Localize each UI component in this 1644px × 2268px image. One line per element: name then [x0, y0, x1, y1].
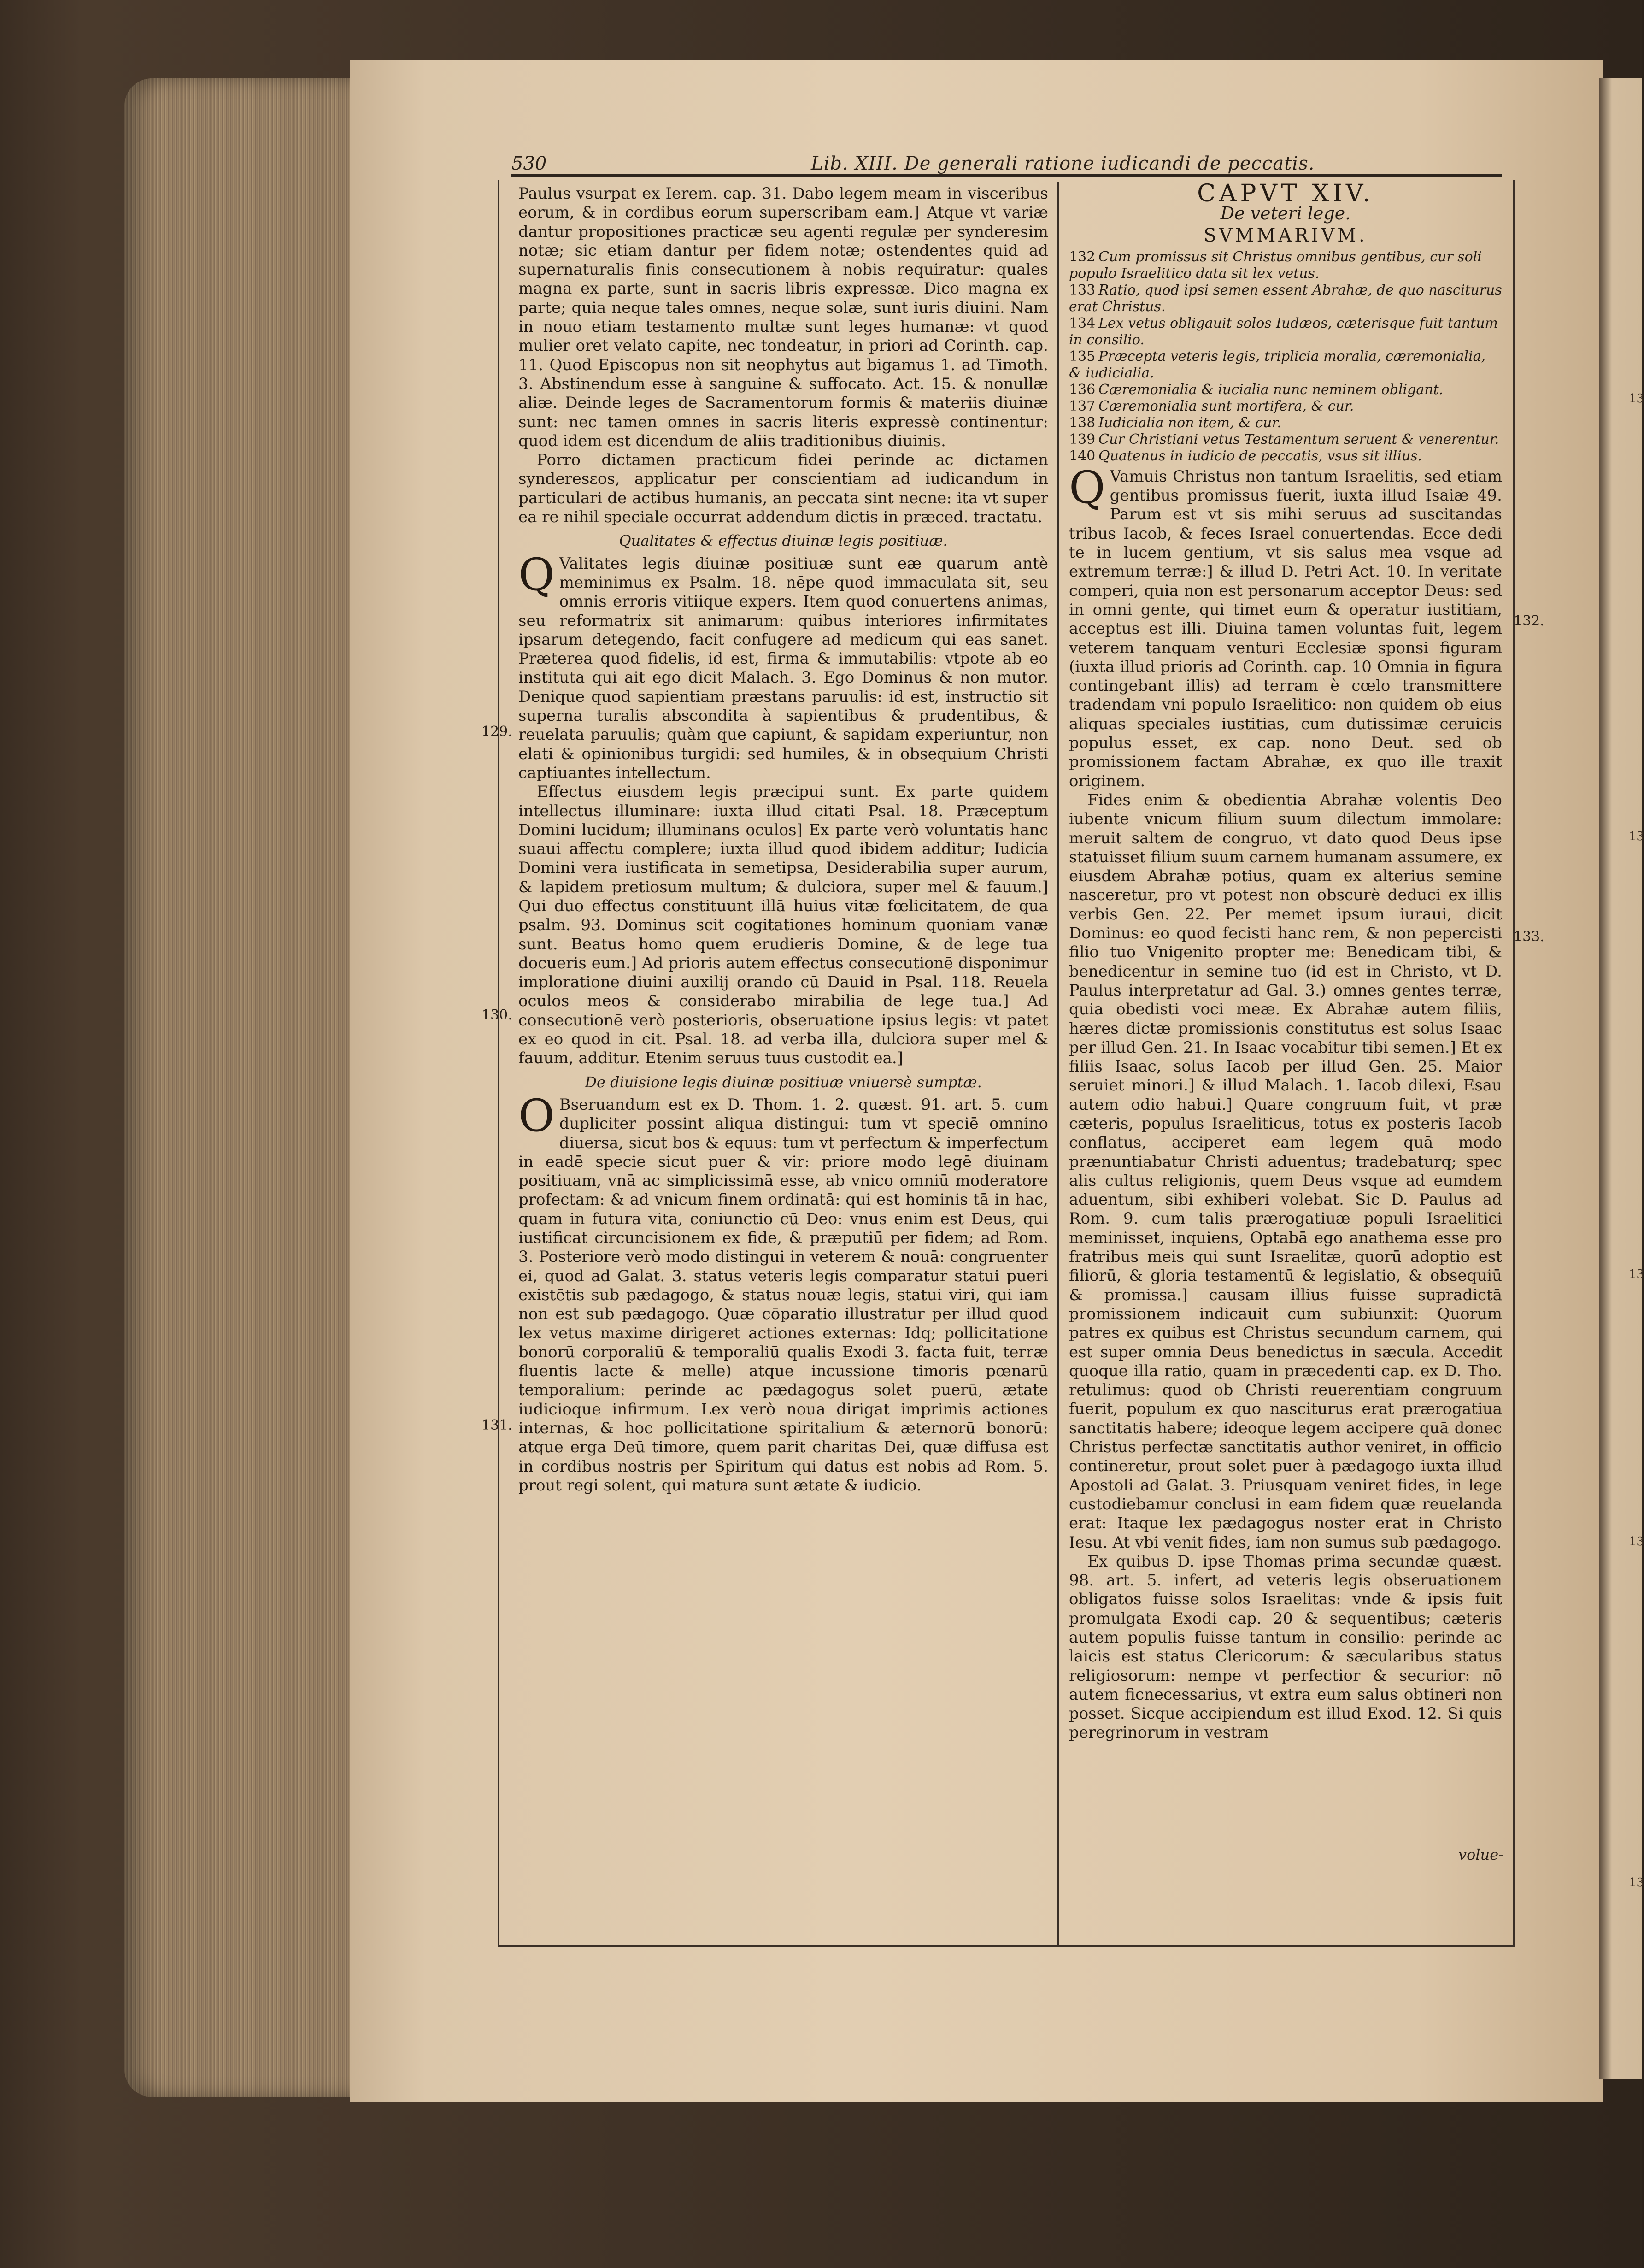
summary-item — [1069, 398, 1502, 415]
right-page-margin-number: 13 — [1629, 1876, 1644, 1890]
right-page-margin-number: 13 — [1629, 830, 1644, 843]
paragraph-text: Bseruandum est ex D. Thom. 1. 2. quæst. 91. art. 5. cum dupliciter possint aliqua distingui: tum vt speciē omnino diuersa, sicut bos & equus: tum vt perfectum & imperfectum in eadē specie sicut puer & vir: priore modo legē diuinam positiuam, vnā ac simplicissimā esse, ab vnico omniū moderatore profectam: & ad vnicum finem ordinatā: qui est hominis tā in hac, quam in futura vita, coniunctio cū Deo: vnus enim est Deus, qui iustificat circuncisionem ex fide, & præputiū per fidem; ad Rom. 3. Posteriore verò modo distingui in veterem & nouā: congruenter ei, quod ad Galat. 3. status veteris legis comparatur statui pueri existētis sub pædagogo, & status nouæ legis, statui viri, qui iam non est sub pædagogo. Quæ cōparatio illustratur per illud quod lex vetus maxime dirigeret actiones externas: Idq; pollicitatione bonorū corporaliū & temporaliū qualis Exodi 3. facta fuit, terræ fluentis lacte & melle) atque incussione timoris pœnarū temporalium: perinde ac pædagogus solet puerū, ætate iudicioque infirmum. Lex verò noua dirigat imprimis actiones internas, & hoc pollicitatione spiritalium & æternorū bonorū: atque erga Deū timore, quem parit charitas Dei, quæ diffusa est in cordibus nostris per Spiritum qui datus est nobis ad Rom. 5. prout regi solent, qui matura sunt ætate & iudicio. — [518, 1095, 1048, 1495]
summary-item — [1069, 448, 1502, 465]
summary-heading: SVMMARIVM. — [1204, 224, 1368, 246]
summary-item — [1069, 431, 1502, 448]
summary-text: Lex vetus obligauit solos Iudæos, cæterisque fuit tantum in consilio. — [1069, 315, 1498, 348]
summary-text: Præcepta veteris legis, triplicia moralia, cæremonialia, & iudicialia. — [1069, 348, 1486, 381]
right-page-edge — [1599, 78, 1642, 2079]
summary-item — [1069, 282, 1502, 315]
drop-cap: Q — [518, 548, 555, 601]
chapter-subtitle: De veteri lege. — [1220, 203, 1351, 224]
catchword: volue- — [1458, 1846, 1503, 1863]
margin-number: 133. — [1514, 929, 1544, 945]
summary-text: Cæremonialia sunt mortifera, & cur. — [1098, 398, 1354, 414]
paragraph: Fides enim & obedientia Abrahæ volentis Deo iubente vnicum filium suum dilectum immolare: meruit saltem de congruo, vt dato quod Deus ipse statuisset filium suum carnem humanam assumere, ex eiusdem Abrahæ potius, quam ex alterius semine nasceretur, pro vt potest non obscurè deduci ex illis verbis Gen. 22. Per memet ipsum iuraui, dicit Dominus: eo quod fecisti hanc rem, & non pepercisti filio tuo Vnigenito propter me: Benedicam tibi, & benedicentur in semine tuo (id est in Christo, vt D. Paulus interpretatur ad Gal. 3.) omnes gentes terræ, quia obedisti voci meæ. Ex Abrahæ autem filiis, hæres dictæ promissionis constitutus est solus Isaac per illud Gen. 21. In Isaac vocabitur tibi semen.] Et ex filiis Isaac, solus Iacob per illud Gen. 25. Maior seruiet minori.] & illud Malach. 1. Iacob dilexi, Esau autem odio habui.] Quare congruum fuit, vt præ cæteris, populus Israeliticus, totus ex posteris Iacob conflatus, acciperet eam legem quā modo prænuntiabatur Christi aduentus; tradebaturq; spec alis cultus religionis, quem Deus vsque ad eumdem aduentum, sibi exhiberi volebat. Sic D. Paulus ad Rom. 9. cum talis prærogatiuæ populi Israelitici meminisset, inquiens, Optabā ego anathema esse pro fratribus meis qui sunt Israelitæ, quorū adoptio est filiorū, & gloria testamentū & legislatio, & obsequiū & promissa.] causam illius fuisse supradictā promissionem indicauit cum subiunxit: Quorum patres ex quibus est Christus secundum carnem, qui est super omnia Deus benedictus in sæcula. Accedit quoque illa ratio, quam in præcedenti cap. ex D. Tho. retulimus: quod ob Christi reuerentiam congruum fuerit, populum ex quo nasciturus erat prærogatiua sanctitatis habere; ideoque legem accipere quā donec Christus perfectæ sanctitatis author veniret, in officio contineretur, prout solet puer à pædagogo iuxta illud Apostoli ad Galat. 3. Priusquam veniret fides, in lege custodiebamur conclusi in eam fidem quæ reuelanda erat: Itaque lex pædagogus noster erat in Christo Iesu. At vbi venit fides, iam non sumus sub pædagogo. — [1069, 790, 1502, 1552]
summary-text: Quatenus in iudicio de peccatis, vsus sit illius. — [1098, 448, 1422, 464]
right-page-margin-number: 13 — [1629, 1267, 1644, 1281]
section-heading: Qualitates & effectus diuinæ legis positiuæ. — [619, 532, 948, 550]
summary-text: Cum promissus sit Christus omnibus gentibus, cur soli populo Israelitico data sit lex vetus. — [1069, 248, 1482, 282]
summary-item — [1069, 348, 1502, 382]
running-header — [511, 153, 1502, 174]
margin-number: 130. — [481, 1007, 512, 1023]
summary-number: 134 — [1069, 315, 1096, 331]
paragraph — [518, 548, 1048, 783]
right-page-margin-number: 13 — [1629, 1535, 1644, 1549]
running-title: Lib. XIII. De generali ratione iudicandi de peccatis. — [811, 153, 1315, 174]
paragraph — [518, 1090, 1048, 1495]
summary-number: 132 — [1069, 248, 1096, 265]
section-heading: De diuisione legis diuinæ positiuæ vniuersè sumptæ. — [585, 1073, 982, 1091]
paragraph: Effectus eiusdem legis præcipui sunt. Ex parte quidem intellectus illuminare: iuxta illud citati Psal. 18. Præceptum Domini lucidum; illuminans oculos] Ex parte verò voluntatis hanc suaui affectu complere; iuxta illud quod ibidem additur; Iudicia Domini vera iustificata in semetipsa, Desiderabilia super aurum, & lapidem pretiosum multum; & dulciora, super mel & fauum.] Qui duo effectus constituunt illā huius vitæ fœlicitatem, de qua psalm. 93. Dominus scit cogitationes hominum quoniam vanæ sunt. Beatus homo quem erudieris Domine, & de lege tua docueris eum.] Ad prioris autem effectus consecutionē disponimur imploratione diuini auxilij orando cū Dauid in Psal. 118. Reuela oculos meos & considerabo mirabilia de lege tua.] Ad consecutionē verò posterioris, obseruatione ipsius legis: vt patet ex eo quod in cit. Psal. 18. ad verba illa, dulciora super mel & fauum, additur. Etenim seruus tuus custodit ea.] — [518, 783, 1048, 1068]
paragraph-text: Valitates legis diuinæ positiuæ sunt eæ quarum antè meminimus ex Psalm. 18. nēpe quod immaculata sit, seu omnis erroris vitiique expers. Item quod conuertens animas, seu reformatrix sit animarum: quibus interiores infirmitates ipsarum detegendo, facit confugere ad medicum qui eas sanet. Præterea quod fidelis, id est, firma & immutabilis: vtpote ab eo instituta qui ait ego dicit Malach. 3. Ego Dominus & non mutor. Denique quod sapientiam præstans paruulis: id est, instructio sit superna turalis abscondita à sapientibus & prudentibus, & reuelata paruulis; quàm que capiunt, & sapidam experiuntur, non elati & opinionibus turgidi: sed humiles, & in obsequium Christi captiuantes intellectum. — [518, 554, 1048, 782]
summary-number: 138 — [1069, 414, 1096, 431]
summary-list — [1069, 249, 1502, 465]
paragraph: Paulus vsurpat ex Ierem. cap. 31. Dabo legem meam in visceribus eorum, & in cordibus eorum superscribam eam.] Atque vt variæ dantur propositiones practicæ seu agenti regulæ per synderesim notæ; sic etiam dantur per fidem notæ; ostendentes quid ad supernaturalis finis consecutionem à nobis requiratur: quales magna ex parte, sunt in sacris libris expressæ. Dico magna ex parte; quia neque tales omnes, neque solæ, sunt iuris diuini. Nam in nouo etiam testamento multæ sunt leges humanæ: vt quod mulier oret velato capite, nec tondeatur, in priori ad Corinth. cap. 11. Quod Episcopus non sit neophytus aut bigamus 1. ad Timoth. 3. Abstinendum esse à sanguine & suffocato. Act. 15. & nonullæ aliæ. Deinde leges de Sacramentorum formis & materiis diuinæ sunt: nec tamen omnes in sacris literis expressè continentur: quod idem est dicendum de aliis traditionibus diuinis. — [518, 184, 1048, 450]
summary-item — [1069, 315, 1502, 348]
header-rule — [511, 174, 1502, 177]
paragraph: Ex quibus D. ipse Thomas prima secundæ quæst. 98. art. 5. infert, ad veteris legis obseruationem obligatos fuisse solos Israelitas: vnde & ipsis fuit promulgata Exodi cap. 20 & sequentibus; cæteris autem populis fuisse tantum in consilio: perinde ac laicis est status Clericorum: & sæcularibus status religiosorum: nempe vt perfectior & securior: nō autem ficnecessarius, vt extra eum salus obtineri non posset. Sicque accipiendum est illud Exod. 12. Si quis peregrinorum in vestram — [1069, 1552, 1502, 1742]
summary-text: Iudicialia non item, & cur. — [1098, 414, 1281, 431]
summary-text: Ratio, quod ipsi semen essent Abrahæ, de quo nasciturus erat Christus. — [1069, 282, 1502, 315]
summary-text: Cæremonialia & iucialia nunc neminem obligant. — [1098, 381, 1444, 398]
paragraph: Porro dictamen practicum fidei perinde ac dictamen synderesεos, applicatur per conscientiam ad iudicandum in particulari de actibus humanis, an peccata sint necne: ita vt super ea re nihil speciale occurrat addendum dictis in præced. tractatu. — [518, 451, 1048, 527]
summary-item — [1069, 249, 1502, 282]
margin-number: 131. — [481, 1417, 512, 1433]
page-number: 530 — [511, 153, 547, 174]
paragraph — [1069, 461, 1502, 791]
right-page-margin-number: 13 — [1629, 392, 1644, 406]
summary-item — [1069, 382, 1502, 398]
summary-text: Cur Christiani vetus Testamentum seruent & venerentur. — [1098, 431, 1499, 448]
summary-number: 136 — [1069, 381, 1096, 398]
column-divider — [1057, 182, 1059, 1945]
book-page-edges — [124, 78, 364, 2097]
margin-number: 132. — [1514, 613, 1544, 629]
summary-number: 140 — [1069, 448, 1096, 464]
summary-number: 137 — [1069, 398, 1096, 414]
summary-item — [1069, 415, 1502, 431]
right-column — [1069, 180, 1502, 1743]
summary-number: 139 — [1069, 431, 1096, 448]
summary-number: 135 — [1069, 348, 1096, 365]
drop-cap: Q — [1069, 461, 1105, 513]
left-column — [518, 184, 1048, 1495]
summary-number: 133 — [1069, 282, 1096, 298]
margin-number: 129. — [481, 724, 512, 740]
chapter-title: CAPVT XIV. — [1197, 180, 1374, 207]
paragraph-text: Vamuis Christus non tantum Israelitis, sed etiam gentibus promissus fuerit, iuxta illud Isaiæ 49. Parum est vt sis mihi seruus ad suscitandas tribus Iacob, & feces Israel conuertendas. Ecce dedi te in lucem gentium, vt sis salus mea vsque ad extremum terræ:] & illud D. Petri Act. 10. In veritate comperi, quia non est personarum acceptor Deus: sed in omni gente, qui timet eum & operatur iustitiam, acceptus est illi. Diuina tamen voluntas fuit, legem veterem tanquam venturi Ecclesiæ sponsi figuram (iuxta illud prioris ad Corinth. cap. 10 Omnia in figura contingebant illis) ad terram è cœlo transmittere tradendam vni populo Israelitico: non quidem ob eius aliquas speciales iustitias, cum dutissimæ ceruicis populus esset, ex cap. nono Deut. sed ob promissionem factam Abrahæ, ex quo ille traxit originem. — [1069, 467, 1502, 790]
drop-cap: O — [518, 1090, 555, 1142]
